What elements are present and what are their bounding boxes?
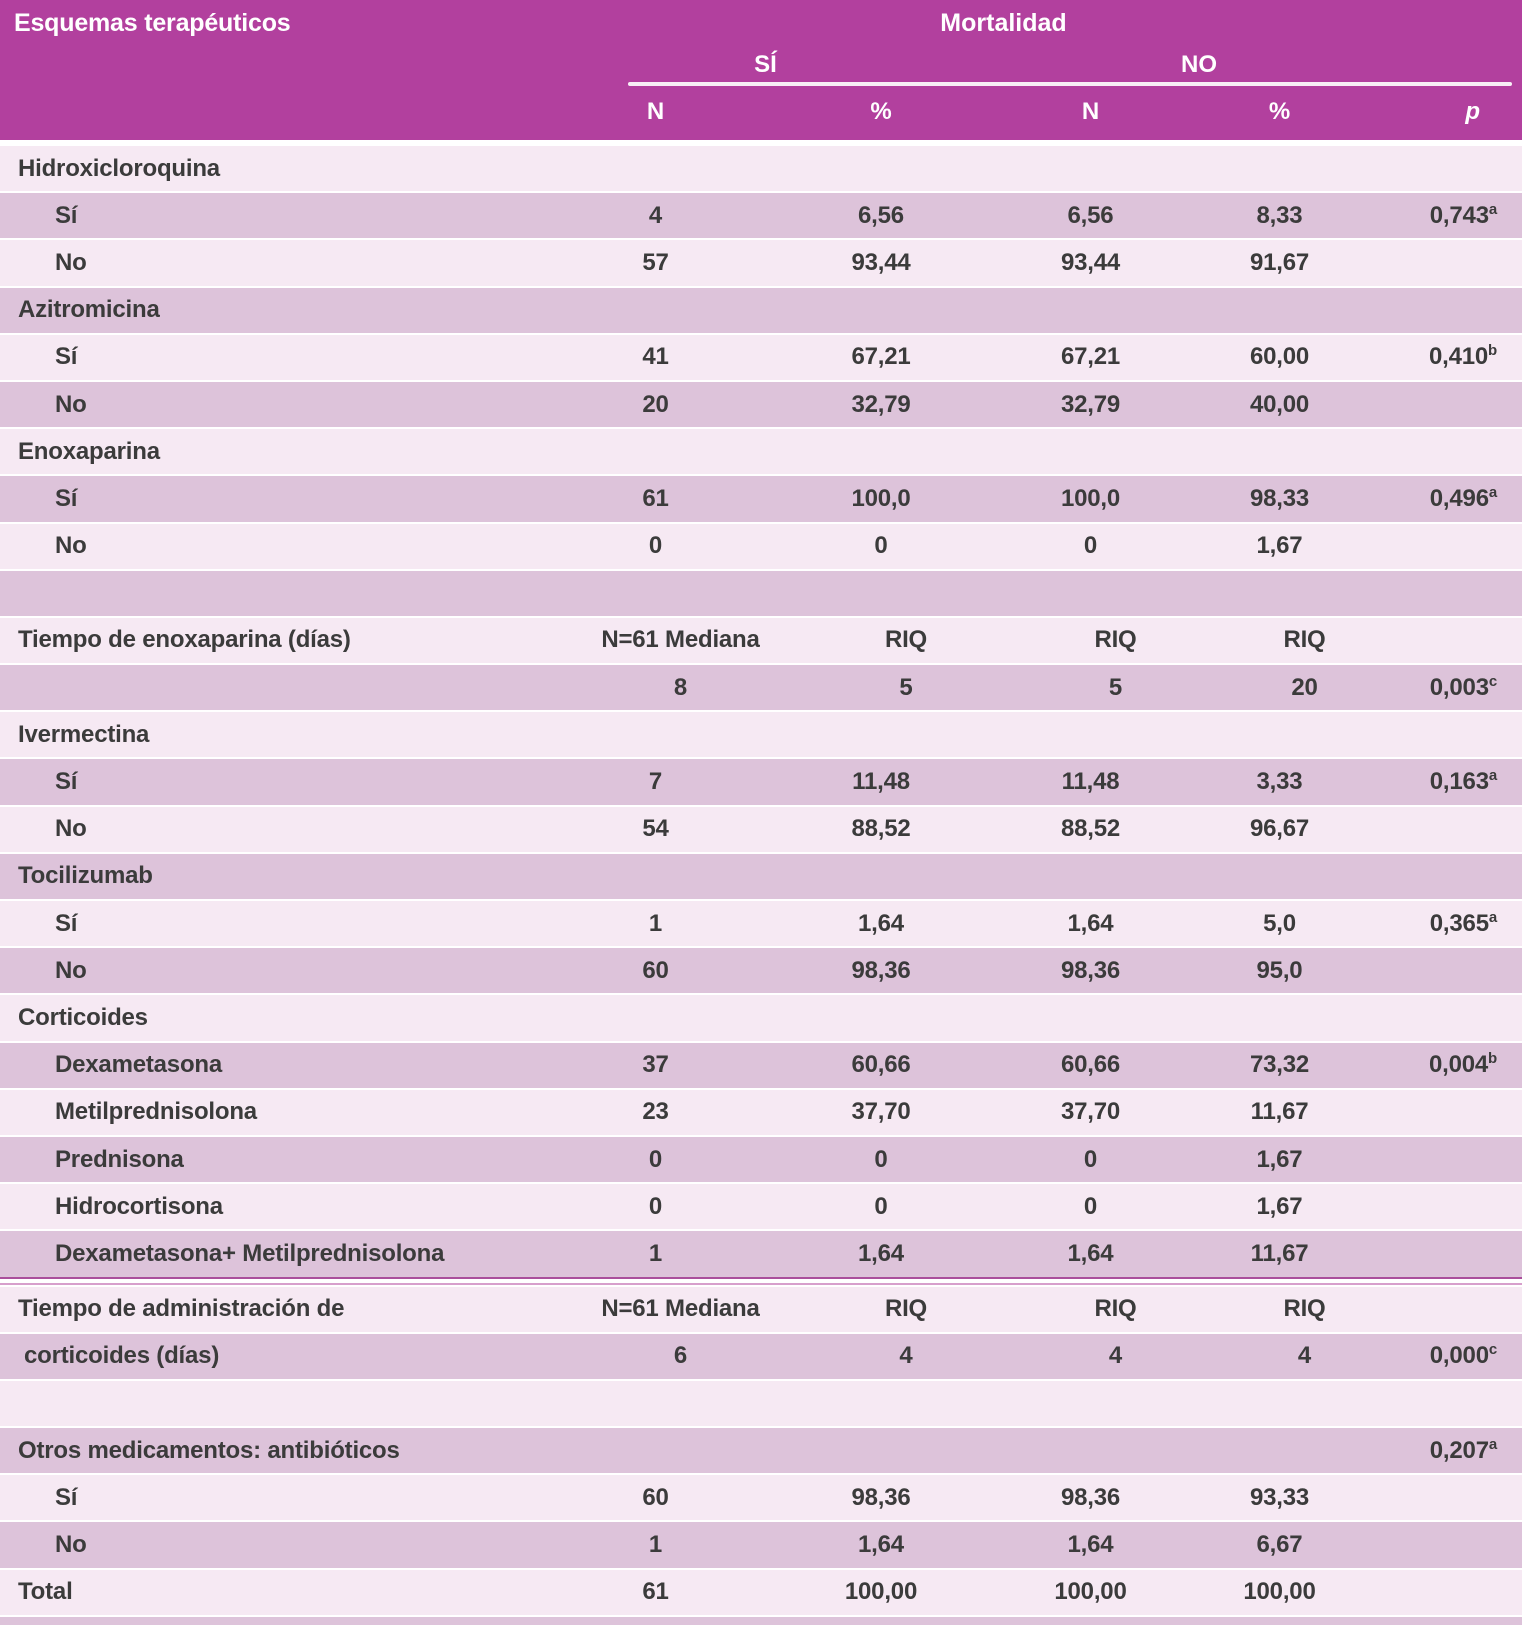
- cell-pct-si: 0: [874, 532, 888, 560]
- table-row-tiempo-de-enoxaparina-dias: [0, 616, 1522, 663]
- cell-pct-si: 32,79: [851, 390, 911, 418]
- cell-pct-no: 11,67: [1250, 1098, 1309, 1126]
- cell-n-no: 98,36: [1060, 956, 1121, 984]
- row-label: Sí: [55, 343, 78, 371]
- header-mortalidad: Mortalidad: [940, 8, 1067, 37]
- cell-pct-no: RIQ: [1283, 626, 1326, 654]
- cell-pct-no: 6,67: [1256, 1531, 1303, 1559]
- cell-n-no: 5: [1108, 673, 1123, 701]
- header-group-si: SÍ: [754, 51, 777, 78]
- cell-n-no: 60,66: [1060, 1051, 1121, 1079]
- table-row-enoxaparina: [0, 427, 1522, 474]
- cell-p: 0,496$^a$: [1429, 483, 1497, 512]
- cell-pct-si: 1,64: [858, 909, 904, 937]
- cell-n-no: 11,48: [1061, 768, 1120, 796]
- table-row-prednisona: [0, 1135, 1522, 1182]
- cell-n-si: 54: [642, 815, 669, 843]
- cell-n-no: RIQ: [1094, 1295, 1137, 1323]
- table-row-tiempo-de-administracion-de: [0, 1285, 1522, 1332]
- header-col-n-si: N: [646, 98, 665, 125]
- table-row-no: [0, 380, 1522, 427]
- cell-pct-si: 0: [874, 1192, 888, 1220]
- row-label: Dexametasona: [55, 1051, 223, 1079]
- row-label: Tocilizumab: [18, 862, 153, 890]
- table-row-si: [0, 474, 1522, 521]
- cell-n-no: 37,70: [1060, 1098, 1121, 1126]
- table-row-dexametasona: [0, 1041, 1522, 1088]
- cell-n-si: 1: [648, 1531, 663, 1559]
- cell-pct-si: 98,36: [851, 1483, 911, 1511]
- cell-pct-no: 93,33: [1249, 1483, 1310, 1511]
- table-row-no: [0, 1520, 1522, 1567]
- cell-n-si: 0: [648, 1192, 663, 1220]
- cell-n-no: 1,64: [1067, 909, 1114, 937]
- header-col-n-no: N: [1081, 98, 1100, 125]
- cell-pct-no: 91,67: [1249, 248, 1310, 276]
- cell-n-si: 7: [648, 768, 663, 796]
- cell-pct-si: 100,0: [851, 484, 911, 512]
- cell-pct-si: 67,21: [851, 343, 911, 371]
- cell-p: 0,410$^b$: [1428, 342, 1497, 371]
- table-row-dexametasona-metilprednisolona: [0, 1229, 1522, 1276]
- row-label: No: [55, 248, 87, 276]
- header-group-no: NO: [1181, 51, 1217, 78]
- cell-n-no: 0: [1083, 1145, 1098, 1173]
- cell-n-si: 37: [642, 1051, 669, 1079]
- row-label: Sí: [55, 1483, 78, 1511]
- cell-n-si: 0: [648, 1145, 663, 1173]
- cell-pct-si: 4: [899, 1342, 913, 1370]
- cell-pct-no: 11,67: [1250, 1239, 1309, 1267]
- table-row-ivermectina: [0, 710, 1522, 757]
- header-col-pct-no: %: [1268, 98, 1291, 125]
- row-label: Corticoides: [18, 1003, 148, 1031]
- table-header: [0, 0, 1522, 144]
- cell-n-si: 4: [648, 201, 663, 229]
- cell-p: 0,004$^b$: [1428, 1050, 1497, 1079]
- cell-pct-no: 100,00: [1243, 1578, 1316, 1606]
- cell-n-si: N=61 Mediana: [601, 626, 760, 654]
- cell-n-si: 61: [642, 1578, 669, 1606]
- cell-n-si: 23: [642, 1098, 669, 1126]
- table-row-no: [0, 522, 1522, 569]
- cell-n-no: 0: [1083, 1192, 1098, 1220]
- table-row-no: [0, 946, 1522, 993]
- cell-pct-no: 1,67: [1256, 1192, 1303, 1220]
- cell-n-si: 41: [642, 343, 669, 371]
- row-label: Tiempo de enoxaparina (días): [18, 626, 351, 654]
- cell-pct-no: 73,32: [1249, 1051, 1310, 1079]
- row-label: Metilprednisolona: [55, 1098, 257, 1126]
- cell-pct-no: 96,67: [1249, 815, 1310, 843]
- row-label: Hidroxicloroquina: [18, 154, 220, 182]
- table-row-row-12: [0, 663, 1522, 710]
- row-label: Sí: [55, 909, 78, 937]
- cell-n-no: RIQ: [1094, 626, 1137, 654]
- cell-pct-si: 11,48: [852, 768, 910, 796]
- table-row-corticoides-dias: [0, 1332, 1522, 1379]
- header-col-pct-si: %: [870, 98, 892, 125]
- row-label: Total: [18, 1578, 73, 1606]
- cell-n-si: 61: [642, 484, 669, 512]
- cell-pct-si: 37,70: [851, 1098, 911, 1126]
- table-row-hidroxicloroquina: [0, 144, 1522, 191]
- row-label: corticoides (días): [24, 1342, 220, 1370]
- cell-p: 0,743$^a$: [1429, 200, 1497, 229]
- cell-pct-si: 98,36: [851, 956, 911, 984]
- cell-n-si: 1: [648, 1239, 663, 1267]
- row-label: Tiempo de administración de: [18, 1295, 345, 1323]
- cell-pct-si: 88,52: [851, 815, 911, 843]
- cell-n-si: 57: [642, 248, 669, 276]
- table-row-no: [0, 805, 1522, 852]
- row-label: Otros medicamentos: antibióticos: [18, 1436, 400, 1464]
- cell-n-si: 60: [642, 1483, 669, 1511]
- table-row-metilprednisolona: [0, 1088, 1522, 1135]
- cell-p: 0,000$^c$: [1429, 1341, 1497, 1370]
- cell-n-si: 1: [648, 909, 663, 937]
- table-body: [0, 144, 1522, 1615]
- cell-pct-no: 1,67: [1256, 1145, 1303, 1173]
- row-label: Sí: [55, 201, 78, 229]
- table-row-si: [0, 191, 1522, 238]
- cell-pct-si: 100,00: [844, 1578, 918, 1606]
- cell-n-no: 88,52: [1060, 815, 1121, 843]
- row-label: Enoxaparina: [18, 437, 160, 465]
- table-row-si: [0, 899, 1522, 946]
- table-row-si: [0, 333, 1522, 380]
- cell-pct-no: 98,33: [1249, 484, 1310, 512]
- table-row-tocilizumab: [0, 852, 1522, 899]
- cell-pct-si: 5: [899, 673, 913, 701]
- table-row-row-10: [0, 569, 1522, 616]
- cell-pct-si: RIQ: [884, 626, 928, 654]
- cell-pct-no: 3,33: [1256, 768, 1303, 796]
- cell-n-no: 100,00: [1054, 1578, 1127, 1606]
- cell-pct-no: 4: [1297, 1342, 1312, 1370]
- cell-pct-no: 40,00: [1249, 390, 1310, 418]
- cell-n-no: 0: [1083, 532, 1098, 560]
- row-label: No: [55, 815, 87, 843]
- row-label: Ivermectina: [18, 720, 150, 748]
- row-label: Azitromicina: [18, 296, 160, 324]
- row-label: No: [55, 390, 87, 418]
- cell-n-no: 98,36: [1060, 1483, 1121, 1511]
- row-label: Sí: [55, 768, 78, 796]
- cell-p: 0,003$^c$: [1429, 672, 1497, 701]
- cell-pct-no: RIQ: [1283, 1295, 1326, 1323]
- cell-n-no: 1,64: [1067, 1531, 1114, 1559]
- si-no-underline: [628, 82, 1512, 86]
- cell-n-si: 6: [673, 1342, 688, 1370]
- cell-pct-no: 60,00: [1249, 343, 1310, 371]
- cell-p: 0,365$^a$: [1429, 908, 1497, 937]
- cell-n-no: 4: [1108, 1342, 1123, 1370]
- cell-n-si: 8: [673, 673, 688, 701]
- cell-pct-si: 60,66: [851, 1051, 911, 1079]
- cell-pct-si: 93,44: [851, 248, 911, 276]
- cell-pct-si: 1,64: [858, 1239, 904, 1267]
- cell-pct-no: 5,0: [1263, 909, 1296, 937]
- table-row-si: [0, 1473, 1522, 1520]
- cell-n-si: 60: [642, 956, 669, 984]
- table-row-si: [0, 757, 1522, 804]
- row-label: Sí: [55, 484, 78, 512]
- row-label: Prednisona: [55, 1145, 184, 1173]
- cell-p: 0,163$^a$: [1429, 767, 1497, 796]
- table-row-no: [0, 238, 1522, 285]
- cell-pct-no: 95,0: [1256, 956, 1303, 984]
- row-label: No: [55, 956, 87, 984]
- table-row-hidrocortisona: [0, 1182, 1522, 1229]
- cell-n-no: 6,56: [1067, 201, 1114, 229]
- cell-n-no: 1,64: [1067, 1239, 1114, 1267]
- header-esquemas-terapeuticos: Esquemas terapéuticos: [14, 8, 291, 37]
- section-divider-rule: [0, 1277, 1522, 1285]
- table-row-total: [0, 1568, 1522, 1615]
- row-label: No: [55, 1531, 87, 1559]
- cell-pct-si: 0: [874, 1145, 888, 1173]
- cell-pct-si: 6,56: [858, 201, 904, 229]
- table-row-corticoides: [0, 993, 1522, 1040]
- row-label: Hidrocortisona: [55, 1192, 223, 1220]
- cell-pct-si: 1,64: [858, 1531, 904, 1559]
- cell-n-si: 0: [648, 532, 663, 560]
- table-row-azitromicina: [0, 286, 1522, 333]
- cell-pct-no: 1,67: [1256, 532, 1303, 560]
- cell-n-si: 20: [642, 390, 669, 418]
- cell-pct-no: 8,33: [1256, 201, 1303, 229]
- table-row-row-27: [0, 1379, 1522, 1426]
- cell-n-si: N=61 Mediana: [601, 1295, 760, 1323]
- header-col-p: p: [1465, 98, 1480, 125]
- cell-n-no: 93,44: [1060, 248, 1121, 276]
- cell-n-no: 67,21: [1060, 343, 1121, 371]
- cell-pct-si: RIQ: [884, 1295, 928, 1323]
- cell-n-no: 100,0: [1060, 484, 1121, 512]
- bottom-strip: [0, 1615, 1522, 1625]
- cell-n-no: 32,79: [1060, 390, 1121, 418]
- row-label: No: [55, 532, 87, 560]
- cell-pct-no: 20: [1291, 673, 1318, 701]
- row-label: Dexametasona+ Metilprednisolona: [55, 1239, 445, 1267]
- cell-p: 0,207$^a$: [1429, 1435, 1497, 1464]
- table-row-otros-medicamentos-antibioticos: [0, 1426, 1522, 1473]
